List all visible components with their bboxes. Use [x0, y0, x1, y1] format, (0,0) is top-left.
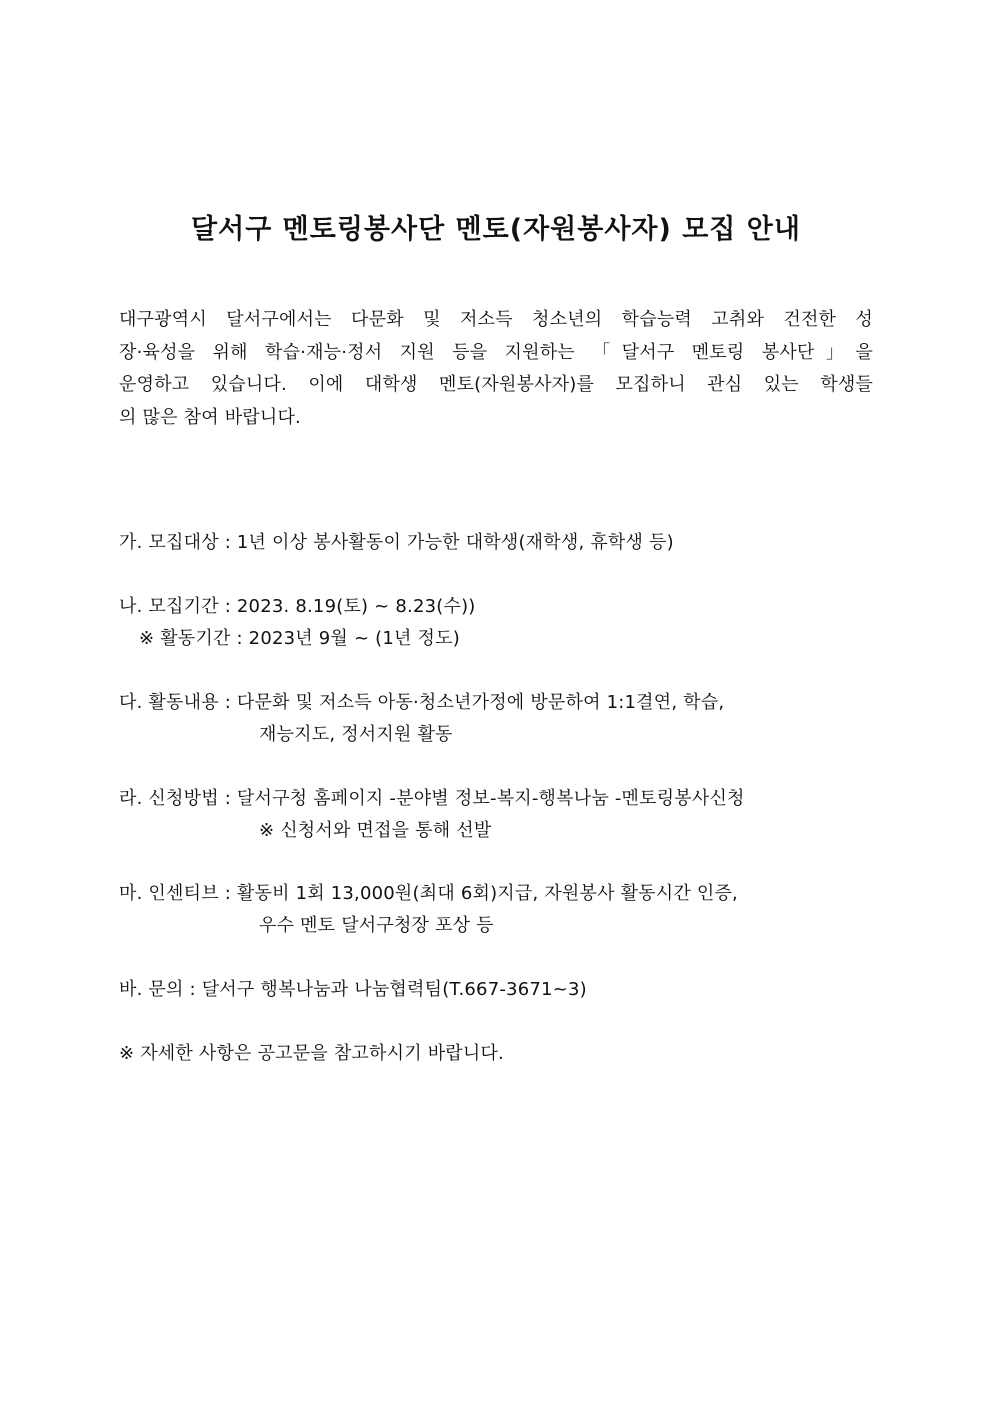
item-content-line-1: 다. 활동내용 : 다문화 및 저소득 아동·청소년가정에 방문하여 1:1결연, 학습, — [119, 692, 725, 713]
item-contact-text: 바. 문의 : 달서구 행복나눔과 나눔협력팀(T.667-3671~3) — [119, 979, 587, 1000]
item-incentive-line-2: 우수 멘토 달서구청장 포상 등 — [259, 914, 494, 936]
item-target-text: 가. 모집대상 : 1년 이상 봉사활동이 가능한 대학생(재학생, 휴학생 등) — [119, 532, 674, 553]
item-apply-line-1: 라. 신청방법 : 달서구청 홈페이지 -분야별 정보-복지-행복나눔 -멘토링봉사신청 — [119, 788, 745, 809]
intro-paragraph — [119, 304, 873, 434]
intro-line-4: 의 많은 참여 바랍니다. — [119, 406, 301, 428]
item-incentive-line-1: 마. 인센티브 : 활동비 1회 13,000원(최대 6회)지급, 자원봉사 활동시간 인증, — [119, 883, 738, 904]
intro-line-3: 운영하고 있습니다. 이에 대학생 멘토(자원봉사자)를 모집하니 관심 있는 학생들 — [119, 374, 873, 395]
footer-note: ※ 자세한 사항은 공고문을 참고하시기 바랍니다. — [119, 1043, 504, 1064]
item-period — [119, 591, 476, 654]
document-title: 달서구 멘토링봉사단 멘토(자원봉사자) 모집 안내 — [191, 214, 801, 245]
item-target — [119, 527, 674, 559]
intro-line-1: 대구광역시 달서구에서는 다문화 및 저소득 청소년의 학습능력 고취와 건전한 성 — [119, 309, 873, 330]
item-apply — [119, 783, 745, 846]
item-content-line-2: 재능지도, 정서지원 활동 — [259, 723, 453, 745]
item-incentive — [119, 878, 738, 941]
item-period-text: 나. 모집기간 : 2023. 8.19(토) ~ 8.23(수)) — [119, 596, 476, 617]
item-period-note: ※ 활동기간 : 2023년 9월 ~ (1년 정도) — [139, 627, 460, 649]
intro-line-2: 장·육성을 위해 학습·재능·정서 지원 등을 지원하는 「달서구 멘토링 봉사단」을 — [119, 341, 873, 363]
item-content — [119, 687, 724, 750]
item-contact — [119, 974, 587, 1006]
item-apply-line-2: ※ 신청서와 면접을 통해 선발 — [259, 819, 492, 841]
